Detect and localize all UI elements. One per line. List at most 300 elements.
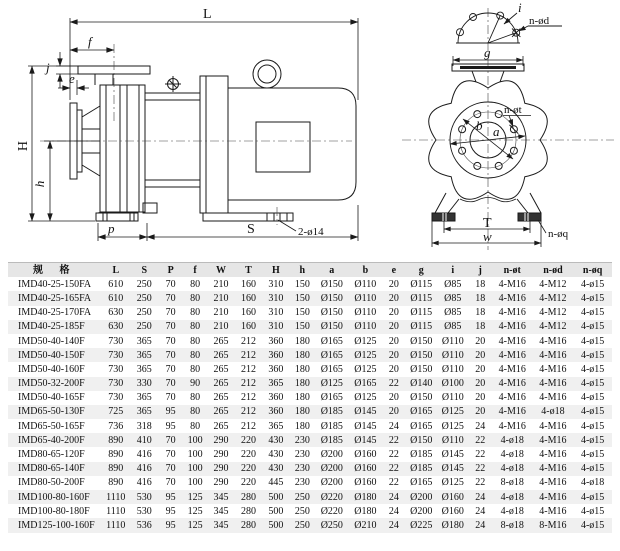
value-cell: Ø160 (354, 449, 377, 461)
value-cell: Ø165 (349, 377, 383, 391)
table-row (8, 462, 612, 476)
value-cell: Ø185 (315, 405, 349, 419)
value-cell: 20 (382, 348, 405, 362)
header-n-øt: n-øt (492, 263, 533, 278)
value-cell: 730 (102, 377, 130, 391)
table-row (8, 334, 612, 348)
value-cell: 265 (207, 377, 234, 391)
value-cell: 890 (108, 477, 124, 489)
table-row (8, 391, 612, 405)
value-cell: Ø110 (441, 363, 464, 375)
value-cell: 4-M12 (533, 320, 574, 334)
value-cell: Ø110 (441, 335, 464, 347)
model-cell: IMD50-40-160F (18, 363, 85, 375)
table-row (8, 518, 612, 532)
value-cell: Ø165 (410, 477, 433, 489)
value-cell: 230 (294, 477, 310, 489)
value-cell: 430 (262, 462, 289, 476)
spec-table-body (8, 277, 612, 532)
value-cell: 890 (102, 462, 130, 476)
table-row (8, 419, 612, 433)
value-cell: 95 (165, 420, 176, 432)
header-n-øq: n-øq (573, 263, 612, 278)
value-cell: Ø85 (437, 291, 469, 305)
value-cell: Ø180 (354, 505, 377, 517)
value-cell: 20 (388, 392, 399, 404)
pump-outline (70, 60, 356, 221)
value-cell: 530 (130, 490, 158, 504)
value-cell: Ø200 (410, 505, 433, 517)
value-cell: 210 (207, 320, 234, 334)
value-cell: 70 (165, 449, 176, 461)
value-cell: 360 (268, 335, 284, 347)
value-cell: 410 (130, 433, 158, 447)
value-cell: 360 (262, 348, 289, 362)
dim-label-b: b (476, 118, 483, 133)
value-cell: 180 (290, 348, 315, 362)
value-cell: Ø145 (437, 462, 469, 476)
value-cell: 4-ø15 (580, 307, 605, 319)
value-cell: 24 (469, 518, 492, 532)
value-cell: 80 (190, 363, 201, 375)
value-cell: 80 (183, 348, 207, 362)
value-cell: 20 (475, 363, 486, 375)
value-cell: 150 (290, 320, 315, 334)
value-cell: Ø160 (441, 505, 464, 517)
value-cell: 4-ø18 (492, 490, 533, 504)
value-cell: 360 (262, 405, 289, 419)
value-cell: 430 (262, 433, 289, 447)
pump-spec-table (8, 262, 612, 533)
value-cell: 70 (158, 348, 182, 362)
value-cell: 212 (235, 348, 262, 362)
value-cell: 22 (388, 449, 399, 461)
value-cell: 610 (108, 278, 124, 290)
dim-label-j: j (46, 60, 50, 75)
model-cell: IMD80-50-200F (18, 477, 85, 489)
model-cell: IMD40-25-165FA (8, 291, 102, 305)
pump-front-view-drawing (400, 0, 620, 258)
value-cell: 8-ø18 (492, 518, 533, 532)
value-cell: 4-M16 (492, 320, 533, 334)
value-cell: Ø85 (437, 320, 469, 334)
value-cell: 95 (158, 490, 182, 504)
value-cell: 4-M16 (498, 335, 526, 347)
value-cell: Ø85 (444, 278, 462, 290)
model-cell: IMD80-65-120F (18, 449, 85, 461)
value-cell: 210 (213, 278, 229, 290)
table-row (8, 277, 612, 291)
value-cell: 890 (102, 433, 130, 447)
value-cell: 4-ø15 (573, 490, 612, 504)
dim-label-nt: n-øt (504, 104, 522, 116)
header-h: h (290, 263, 315, 278)
value-cell: 890 (108, 449, 124, 461)
value-cell: 730 (108, 335, 124, 347)
value-cell: 290 (207, 433, 234, 447)
value-cell: 4-M16 (533, 462, 574, 476)
value-cell: 8-ø18 (500, 477, 524, 489)
value-cell: Ø160 (354, 477, 377, 489)
value-cell: 24 (475, 505, 486, 517)
value-cell: 22 (388, 477, 399, 489)
value-cell: Ø220 (315, 490, 349, 504)
value-cell: 220 (240, 449, 256, 461)
value-cell: 4-ø18 (500, 449, 524, 461)
value-cell: Ø115 (406, 291, 438, 305)
value-cell: 250 (130, 320, 158, 334)
value-cell: Ø115 (410, 307, 433, 319)
value-cell: 1110 (102, 518, 130, 532)
pump-side-view-drawing (0, 0, 400, 258)
header-T: T (235, 263, 262, 278)
value-cell: 365 (136, 363, 152, 375)
value-cell: Ø210 (349, 518, 383, 532)
dim-label-T: T (483, 216, 492, 231)
dim-label-w: w (483, 229, 492, 244)
value-cell: 4-ø15 (580, 363, 605, 375)
value-cell: 22 (475, 449, 486, 461)
value-cell: 290 (213, 477, 229, 489)
value-cell: 80 (183, 320, 207, 334)
value-cell: Ø185 (315, 433, 349, 447)
value-cell: 4-M16 (498, 420, 526, 432)
value-cell: 250 (136, 278, 152, 290)
value-cell: 4-M12 (539, 278, 567, 290)
value-cell: 70 (165, 278, 176, 290)
value-cell: Ø125 (354, 392, 377, 404)
value-cell: 4-M16 (539, 449, 567, 461)
table-row (8, 377, 612, 391)
value-cell: 20 (382, 405, 405, 419)
value-cell: 160 (240, 278, 256, 290)
value-cell: 160 (240, 307, 256, 319)
value-cell: Ø165 (320, 335, 343, 347)
value-cell: 736 (108, 420, 124, 432)
value-cell: Ø165 (315, 348, 349, 362)
value-cell: 4-M16 (533, 490, 574, 504)
value-cell: 70 (165, 477, 176, 489)
value-cell: Ø160 (437, 490, 469, 504)
value-cell: 212 (240, 392, 256, 404)
value-cell: 24 (388, 505, 399, 517)
value-cell: 1110 (102, 490, 130, 504)
value-cell: 24 (469, 490, 492, 504)
value-cell: 4-ø18 (580, 477, 605, 489)
value-cell: 280 (235, 490, 262, 504)
value-cell: 250 (294, 505, 310, 517)
value-cell: 4-M12 (533, 291, 574, 305)
model-cell: IMD100-80-180F (18, 505, 90, 517)
value-cell: Ø150 (410, 392, 433, 404)
value-cell: 265 (213, 363, 229, 375)
header-H: H (262, 263, 289, 278)
value-cell: Ø125 (349, 348, 383, 362)
value-cell: 100 (183, 462, 207, 476)
value-cell: 80 (190, 335, 201, 347)
value-cell: 365 (262, 377, 289, 391)
dim-label-i: i (518, 0, 522, 15)
value-cell: 95 (165, 505, 176, 517)
model-cell: IMD125-100-160F (8, 518, 102, 532)
value-cell: 4-M16 (539, 363, 567, 375)
value-cell: Ø150 (320, 307, 343, 319)
table-row (8, 476, 612, 490)
value-cell: 4-M16 (492, 348, 533, 362)
value-cell: 80 (190, 278, 201, 290)
value-cell: Ø180 (349, 490, 383, 504)
value-cell: 4-M16 (498, 363, 526, 375)
value-cell: 80 (183, 291, 207, 305)
value-cell: 180 (294, 420, 310, 432)
header-S: S (130, 263, 158, 278)
bolt-hole-note: 2-ø14 (298, 226, 324, 238)
table-row (8, 306, 612, 320)
value-cell: 24 (475, 420, 486, 432)
value-cell: Ø165 (406, 405, 438, 419)
value-cell: 730 (108, 363, 124, 375)
value-cell: 4-M16 (539, 392, 567, 404)
value-cell: 160 (235, 320, 262, 334)
model-cell: IMD40-25-170FA (18, 307, 92, 319)
value-cell: 4-ø15 (573, 348, 612, 362)
value-cell: Ø125 (441, 420, 464, 432)
value-cell: 290 (213, 449, 229, 461)
value-cell: 70 (165, 363, 176, 375)
value-cell: 445 (268, 477, 284, 489)
value-cell: 365 (136, 392, 152, 404)
value-cell: 4-M16 (539, 420, 567, 432)
value-cell: Ø200 (320, 449, 343, 461)
value-cell: Ø85 (444, 307, 462, 319)
value-cell: 250 (290, 518, 315, 532)
value-cell: Ø145 (349, 405, 383, 419)
table-row (8, 320, 612, 334)
model-cell: IMD50-40-165F (18, 392, 85, 404)
value-cell: Ø115 (406, 320, 438, 334)
value-cell: 100 (183, 433, 207, 447)
value-cell: Ø125 (315, 377, 349, 391)
value-cell: 500 (262, 490, 289, 504)
value-cell: 24 (382, 490, 405, 504)
value-cell: 4-ø15 (573, 518, 612, 532)
value-cell: 230 (290, 462, 315, 476)
value-cell: 345 (207, 490, 234, 504)
table-row (8, 291, 612, 305)
value-cell: Ø150 (410, 335, 433, 347)
value-cell: 24 (388, 420, 399, 432)
value-cell: 360 (268, 363, 284, 375)
value-cell: Ø125 (441, 477, 464, 489)
value-cell: Ø185 (406, 462, 438, 476)
value-cell: 220 (235, 462, 262, 476)
value-cell: 20 (469, 348, 492, 362)
value-cell: 416 (136, 477, 152, 489)
value-cell: 20 (388, 363, 399, 375)
header-n-ød: n-ød (533, 263, 574, 278)
value-cell: Ø110 (354, 278, 377, 290)
value-cell: 70 (158, 377, 182, 391)
value-cell: 220 (240, 477, 256, 489)
value-cell: 500 (262, 518, 289, 532)
value-cell: 70 (158, 291, 182, 305)
value-cell: 70 (165, 307, 176, 319)
value-cell: 18 (469, 291, 492, 305)
value-cell: 730 (108, 392, 124, 404)
value-cell: 212 (235, 405, 262, 419)
dim-label-a: a (493, 124, 500, 139)
value-cell: 100 (187, 449, 203, 461)
value-cell: 4-ø15 (573, 462, 612, 476)
value-cell: 4-M16 (533, 348, 574, 362)
value-cell: 20 (388, 307, 399, 319)
value-cell: 70 (165, 392, 176, 404)
value-cell: 4-ø15 (573, 320, 612, 334)
value-cell: 310 (262, 320, 289, 334)
value-cell: 265 (207, 348, 234, 362)
value-cell: 4-ø15 (573, 377, 612, 391)
value-cell: 250 (130, 291, 158, 305)
value-cell: 95 (158, 405, 182, 419)
value-cell: 18 (469, 320, 492, 334)
value-cell: 22 (469, 433, 492, 447)
value-cell: 180 (290, 405, 315, 419)
table-row (8, 490, 612, 504)
dim-label-nd: n-ød (529, 15, 550, 27)
value-cell: 430 (268, 449, 284, 461)
dim-label-f: f (88, 34, 92, 49)
value-cell: Ø125 (437, 405, 469, 419)
value-cell: 180 (294, 392, 310, 404)
value-cell: 212 (240, 363, 256, 375)
value-cell: 330 (130, 377, 158, 391)
value-cell: Ø165 (410, 420, 433, 432)
header-row (8, 263, 612, 278)
value-cell: 310 (268, 307, 284, 319)
value-cell: 4-ø18 (492, 433, 533, 447)
value-cell: 22 (475, 477, 486, 489)
value-cell: Ø160 (349, 462, 383, 476)
value-cell: 4-M16 (498, 307, 526, 319)
value-cell: 80 (190, 307, 201, 319)
value-cell: Ø110 (437, 433, 469, 447)
technical-drawings (0, 0, 620, 258)
value-cell: Ø165 (320, 392, 343, 404)
value-cell: 265 (213, 335, 229, 347)
value-cell: Ø200 (320, 477, 343, 489)
value-cell: Ø145 (354, 420, 377, 432)
value-cell: 500 (268, 505, 284, 517)
dim-label-g: g (484, 45, 491, 60)
dim-label-h: h (32, 180, 47, 188)
dim-label-e: e (69, 71, 75, 86)
value-cell: 230 (290, 433, 315, 447)
value-cell: 4-ø18 (500, 505, 524, 517)
value-cell: 100 (187, 477, 203, 489)
value-cell: Ø180 (437, 518, 469, 532)
value-cell: 416 (136, 449, 152, 461)
value-cell: 24 (382, 518, 405, 532)
value-cell: 4-ø15 (580, 449, 605, 461)
value-cell: 180 (290, 377, 315, 391)
value-cell: 22 (469, 462, 492, 476)
value-cell: 125 (187, 505, 203, 517)
value-cell: 4-M16 (492, 377, 533, 391)
value-cell: 265 (207, 405, 234, 419)
value-cell: 20 (475, 392, 486, 404)
dim-label-nq: n-øq (548, 228, 569, 240)
value-cell: 630 (108, 307, 124, 319)
value-cell: 18 (475, 307, 486, 319)
value-cell: 1110 (106, 505, 126, 517)
table-row (8, 433, 612, 447)
value-cell: 20 (475, 335, 486, 347)
value-cell: 4-ø18 (533, 405, 574, 419)
value-cell: 4-M16 (539, 477, 567, 489)
value-cell: 416 (130, 462, 158, 476)
value-cell: 536 (130, 518, 158, 532)
dim-label-L: L (203, 7, 212, 22)
value-cell: 610 (102, 291, 130, 305)
value-cell: Ø150 (406, 433, 438, 447)
value-cell: Ø185 (320, 420, 343, 432)
value-cell: 180 (294, 363, 310, 375)
model-cell: IMD50-40-150F (8, 348, 102, 362)
value-cell: 365 (130, 348, 158, 362)
header-L: L (102, 263, 130, 278)
value-cell: 4-ø15 (580, 420, 605, 432)
value-cell: 4-M16 (533, 433, 574, 447)
value-cell: 4-ø15 (580, 278, 605, 290)
table-row (8, 405, 612, 419)
value-cell: 310 (268, 278, 284, 290)
value-cell: 70 (158, 320, 182, 334)
header-f: f (183, 263, 207, 278)
value-cell: 20 (382, 320, 405, 334)
value-cell: Ø110 (354, 307, 377, 319)
value-cell: 265 (213, 420, 229, 432)
value-cell: 4-ø15 (573, 291, 612, 305)
value-cell: Ø150 (410, 363, 433, 375)
table-row (8, 348, 612, 362)
value-cell: 212 (235, 377, 262, 391)
value-cell: 4-M16 (498, 278, 526, 290)
value-cell: Ø150 (315, 320, 349, 334)
value-cell: Ø150 (406, 348, 438, 362)
value-cell: 4-ø15 (580, 392, 605, 404)
value-cell: 4-ø15 (580, 505, 605, 517)
value-cell: 4-M16 (492, 405, 533, 419)
value-cell: 4-M16 (539, 335, 567, 347)
value-cell: 318 (136, 420, 152, 432)
value-cell: 80 (190, 392, 201, 404)
header-a: a (315, 263, 349, 278)
header-W: W (207, 263, 234, 278)
value-cell: 280 (235, 518, 262, 532)
value-cell: 265 (213, 392, 229, 404)
value-cell: 180 (294, 335, 310, 347)
value-cell: 360 (268, 392, 284, 404)
value-cell: Ø125 (354, 363, 377, 375)
value-cell: 4-M16 (498, 392, 526, 404)
header-b: b (349, 263, 383, 278)
model-cell: IMD65-50-130F (8, 405, 102, 419)
value-cell: 20 (469, 405, 492, 419)
value-cell: 90 (183, 377, 207, 391)
value-cell: 212 (240, 335, 256, 347)
value-cell: 250 (136, 307, 152, 319)
value-cell: 160 (235, 291, 262, 305)
